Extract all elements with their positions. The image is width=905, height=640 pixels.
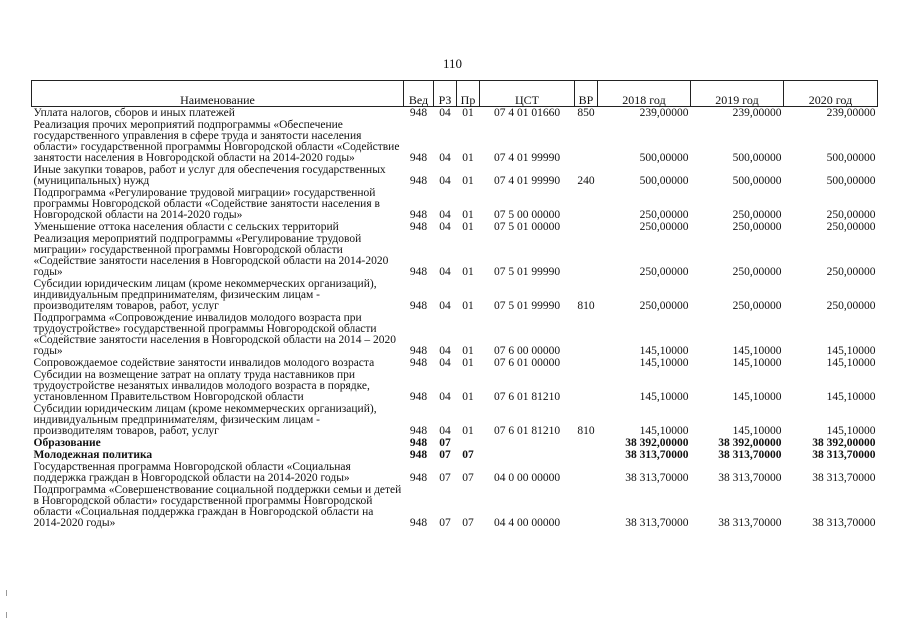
- cell-name: Подпрограмма «Сопровождение инвалидов молодого возраста при трудоустройстве» государственной программы Новгородской области «Содействие занятости населения в Новгородской области на 2014 – 2020 годы»: [33, 312, 397, 357]
- cell-value-2020: 145,10000: [826, 357, 876, 369]
- cell-pr: 01: [462, 357, 474, 369]
- cell-vr: [575, 437, 598, 449]
- cell-value-2019: 250,00000: [732, 221, 782, 233]
- cell-vr: 810: [577, 425, 595, 437]
- cell-cst: [480, 449, 575, 461]
- cell-pr: 01: [462, 391, 474, 403]
- cell-value-2019: 500,00000: [732, 175, 782, 187]
- cell-cst: 07 6 01 00000: [493, 357, 561, 369]
- cell-rz: 04: [439, 175, 451, 187]
- cell-ved: 948: [409, 345, 428, 357]
- cell-value-2020: 145,10000: [826, 345, 876, 357]
- cell-ved: 948: [409, 266, 428, 278]
- cell-cst: 04 4 00 00000: [493, 517, 561, 529]
- cell-rz: 07: [439, 517, 451, 529]
- table-row: [32, 278, 878, 312]
- cell-name: Молодежная политика: [33, 449, 153, 461]
- cell-name: Субсидии юридическим лицам (кроме некоммерческих организаций), индивидуальным предпринимателям, физическим лицам - производителям товаров, работ, услуг: [33, 278, 377, 312]
- table-row: [32, 403, 878, 437]
- cell-ved: 948: [409, 175, 428, 187]
- cell-ved: 948: [409, 472, 428, 484]
- cell-rz: 04: [439, 209, 451, 221]
- cell-value-2018: 239,00000: [639, 107, 689, 119]
- cell-cst: 07 5 01 99990: [493, 300, 561, 312]
- cell-value-2020: 250,00000: [826, 300, 876, 312]
- cell-name: Иные закупки товаров, работ и услуг для обеспечения государственных (муниципальных) нужд: [33, 164, 386, 187]
- cell-value-2020: 250,00000: [826, 209, 876, 221]
- cell-ved: 948: [409, 209, 428, 221]
- cell-vr: [575, 187, 598, 221]
- cell-name: Подпрограмма «Регулирование трудовой миграции» государственной программы Новгородской области «Содействие занятости населения в Новгородской области на 2014-2020 годы»: [33, 187, 380, 221]
- cell-pr: 01: [462, 152, 474, 164]
- cell-cst: 04 0 00 00000: [493, 472, 561, 484]
- cell-cst: 07 6 00 00000: [493, 345, 561, 357]
- cell-ved: 948: [409, 357, 428, 369]
- table-row: [32, 357, 878, 369]
- cell-value-2019: 38 392,00000: [718, 437, 782, 449]
- margin-mark: [6, 612, 7, 618]
- table-header: [32, 81, 878, 107]
- cell-value-2020: 38 392,00000: [812, 437, 876, 449]
- cell-ved: 948: [409, 517, 428, 529]
- cell-ved: 948: [409, 152, 428, 164]
- cell-rz: 04: [439, 300, 451, 312]
- cell-value-2020: 500,00000: [826, 152, 876, 164]
- table-row: [32, 312, 878, 357]
- cell-value-2019: 38 313,70000: [718, 449, 782, 461]
- cell-rz: 04: [439, 345, 451, 357]
- cell-pr: 07: [462, 449, 474, 461]
- cell-vr: [575, 449, 598, 461]
- cell-ved: 948: [409, 107, 428, 119]
- cell-value-2018: 250,00000: [639, 221, 689, 233]
- cell-rz: 04: [439, 425, 451, 437]
- cell-vr: [575, 119, 598, 164]
- cell-cst: 07 4 01 99990: [493, 175, 561, 187]
- cell-value-2018: 145,10000: [639, 357, 689, 369]
- cell-value-2018: 38 313,70000: [625, 449, 689, 461]
- table-row: [32, 484, 878, 529]
- cell-vr: 240: [577, 175, 595, 187]
- col-header-2018: 2018 год: [598, 81, 691, 107]
- cell-name: Субсидии на возмещение затрат на оплату труда наставников при трудоустройстве незанятых инвалидов молодого возраста в порядке, установленном Правительством Новгородской области: [33, 369, 370, 403]
- cell-name: Реализация мероприятий подпрограммы «Регулирование трудовой миграции» государственной программы Новгородской области «Содействие занятости населения в Новгородской области на 2014-2020 годы»: [33, 233, 389, 278]
- cell-vr: 810: [577, 300, 595, 312]
- cell-cst: 07 6 01 81210: [493, 391, 561, 403]
- cell-name: Уменьшение оттока населения области с сельских территорий: [33, 221, 339, 233]
- cell-value-2020: 38 313,70000: [812, 449, 876, 461]
- cell-value-2019: 38 313,70000: [718, 517, 782, 529]
- cell-vr: [575, 461, 598, 484]
- cell-ved: 948: [409, 425, 428, 437]
- cell-value-2019: 250,00000: [732, 209, 782, 221]
- cell-name: Образование: [33, 437, 101, 449]
- cell-pr: 01: [462, 425, 474, 437]
- cell-value-2019: 145,10000: [732, 345, 782, 357]
- cell-name: Государственная программа Новгородской области «Социальная поддержка граждан в Новгородской области на 2014-2020 годы»: [33, 461, 351, 484]
- cell-pr: 01: [462, 175, 474, 187]
- col-header-cst: ЦСТ: [480, 81, 575, 107]
- cell-value-2018: 38 313,70000: [625, 517, 689, 529]
- cell-value-2020: 38 313,70000: [812, 517, 876, 529]
- cell-pr: [457, 437, 480, 449]
- cell-value-2020: 250,00000: [826, 266, 876, 278]
- table-row: [32, 449, 878, 461]
- cell-value-2018: 145,10000: [639, 345, 689, 357]
- cell-value-2018: 500,00000: [639, 175, 689, 187]
- cell-pr: 01: [462, 345, 474, 357]
- table-body: [32, 107, 878, 530]
- col-header-2020: 2020 год: [784, 81, 878, 107]
- cell-value-2018: 38 313,70000: [625, 472, 689, 484]
- cell-vr: [575, 484, 598, 529]
- cell-cst: 07 5 01 00000: [493, 221, 561, 233]
- cell-rz: 07: [439, 472, 451, 484]
- table-row: [32, 461, 878, 484]
- cell-value-2019: 145,10000: [732, 357, 782, 369]
- cell-rz: 04: [439, 266, 451, 278]
- table-row: [32, 233, 878, 278]
- cell-pr: 01: [462, 209, 474, 221]
- cell-rz: 04: [439, 357, 451, 369]
- margin-mark: [6, 590, 7, 596]
- table-row: [32, 107, 878, 120]
- cell-pr: 01: [462, 221, 474, 233]
- table-row: [32, 119, 878, 164]
- cell-value-2018: 250,00000: [639, 300, 689, 312]
- cell-value-2018: 250,00000: [639, 209, 689, 221]
- cell-name: Подпрограмма «Совершенствование социальной поддержки семьи и детей в Новгородской области» государственной программы Новгородской области «Социальная поддержка граждан в Новгородской области на 2014-2020 годы»: [33, 484, 402, 529]
- cell-vr: [575, 312, 598, 357]
- cell-value-2018: 38 392,00000: [625, 437, 689, 449]
- cell-vr: [575, 233, 598, 278]
- cell-name: Реализация прочих мероприятий подпрограммы «Обеспечение государственного управления в сфере труда и занятости населения области» государственной программы Новгородской области «Содействие занятости населения в Новгородской области на 2014-2020 годы»: [33, 119, 400, 164]
- cell-name: Субсидии юридическим лицам (кроме некоммерческих организаций), индивидуальным предпринимателям, физическим лицам - производителям товаров, работ, услуг: [33, 403, 377, 437]
- cell-cst: 07 6 01 81210: [493, 425, 561, 437]
- cell-value-2020: 38 313,70000: [812, 472, 876, 484]
- cell-vr: 850: [577, 107, 595, 119]
- cell-ved: 948: [409, 391, 428, 403]
- cell-name: Уплата налогов, сборов и иных платежей: [33, 107, 235, 119]
- cell-rz: 07: [439, 437, 451, 449]
- col-header-rz: РЗ: [434, 81, 457, 107]
- cell-value-2019: 145,10000: [732, 425, 782, 437]
- cell-value-2019: 239,00000: [732, 107, 782, 119]
- cell-pr: 07: [462, 472, 474, 484]
- table-row: [32, 164, 878, 187]
- cell-value-2020: 250,00000: [826, 221, 876, 233]
- cell-cst: 07 4 01 01660: [493, 107, 561, 119]
- table-row: [32, 221, 878, 233]
- cell-value-2020: 145,10000: [826, 391, 876, 403]
- cell-rz: 07: [439, 449, 451, 461]
- cell-rz: 04: [439, 107, 451, 119]
- cell-value-2019: 250,00000: [732, 300, 782, 312]
- cell-pr: 01: [462, 266, 474, 278]
- cell-ved: 948: [409, 449, 428, 461]
- cell-value-2018: 145,10000: [639, 391, 689, 403]
- col-header-vr: ВР: [575, 81, 598, 107]
- cell-cst: 07 5 01 99990: [493, 266, 561, 278]
- cell-vr: [575, 221, 598, 233]
- cell-cst: 07 4 01 99990: [493, 152, 561, 164]
- cell-rz: 04: [439, 152, 451, 164]
- table-row: [32, 369, 878, 403]
- page-number: 110: [442, 56, 463, 71]
- table-row: [32, 187, 878, 221]
- cell-ved: 948: [409, 437, 428, 449]
- cell-value-2019: 145,10000: [732, 391, 782, 403]
- cell-name: Сопровождаемое содействие занятости инвалидов молодого возраста: [33, 357, 375, 369]
- cell-value-2019: 38 313,70000: [718, 472, 782, 484]
- cell-rz: 04: [439, 391, 451, 403]
- cell-cst: [480, 437, 575, 449]
- cell-value-2020: 239,00000: [826, 107, 876, 119]
- cell-value-2020: 145,10000: [826, 425, 876, 437]
- cell-rz: 04: [439, 221, 451, 233]
- cell-value-2018: 145,10000: [639, 425, 689, 437]
- col-header-2019: 2019 год: [691, 81, 784, 107]
- col-header-ved: Вед: [404, 81, 434, 107]
- cell-value-2020: 500,00000: [826, 175, 876, 187]
- cell-vr: [575, 369, 598, 403]
- cell-cst: 07 5 00 00000: [493, 209, 561, 221]
- cell-pr: 01: [462, 107, 474, 119]
- cell-pr: 07: [462, 517, 474, 529]
- cell-ved: 948: [409, 300, 428, 312]
- cell-value-2018: 500,00000: [639, 152, 689, 164]
- col-header-name: Наименование: [32, 81, 404, 107]
- cell-pr: 01: [462, 300, 474, 312]
- cell-value-2018: 250,00000: [639, 266, 689, 278]
- col-header-pr: Пр: [457, 81, 480, 107]
- table-row: [32, 437, 878, 449]
- cell-ved: 948: [409, 221, 428, 233]
- cell-value-2019: 250,00000: [732, 266, 782, 278]
- cell-value-2019: 500,00000: [732, 152, 782, 164]
- budget-table: [31, 80, 878, 529]
- cell-vr: [575, 357, 598, 369]
